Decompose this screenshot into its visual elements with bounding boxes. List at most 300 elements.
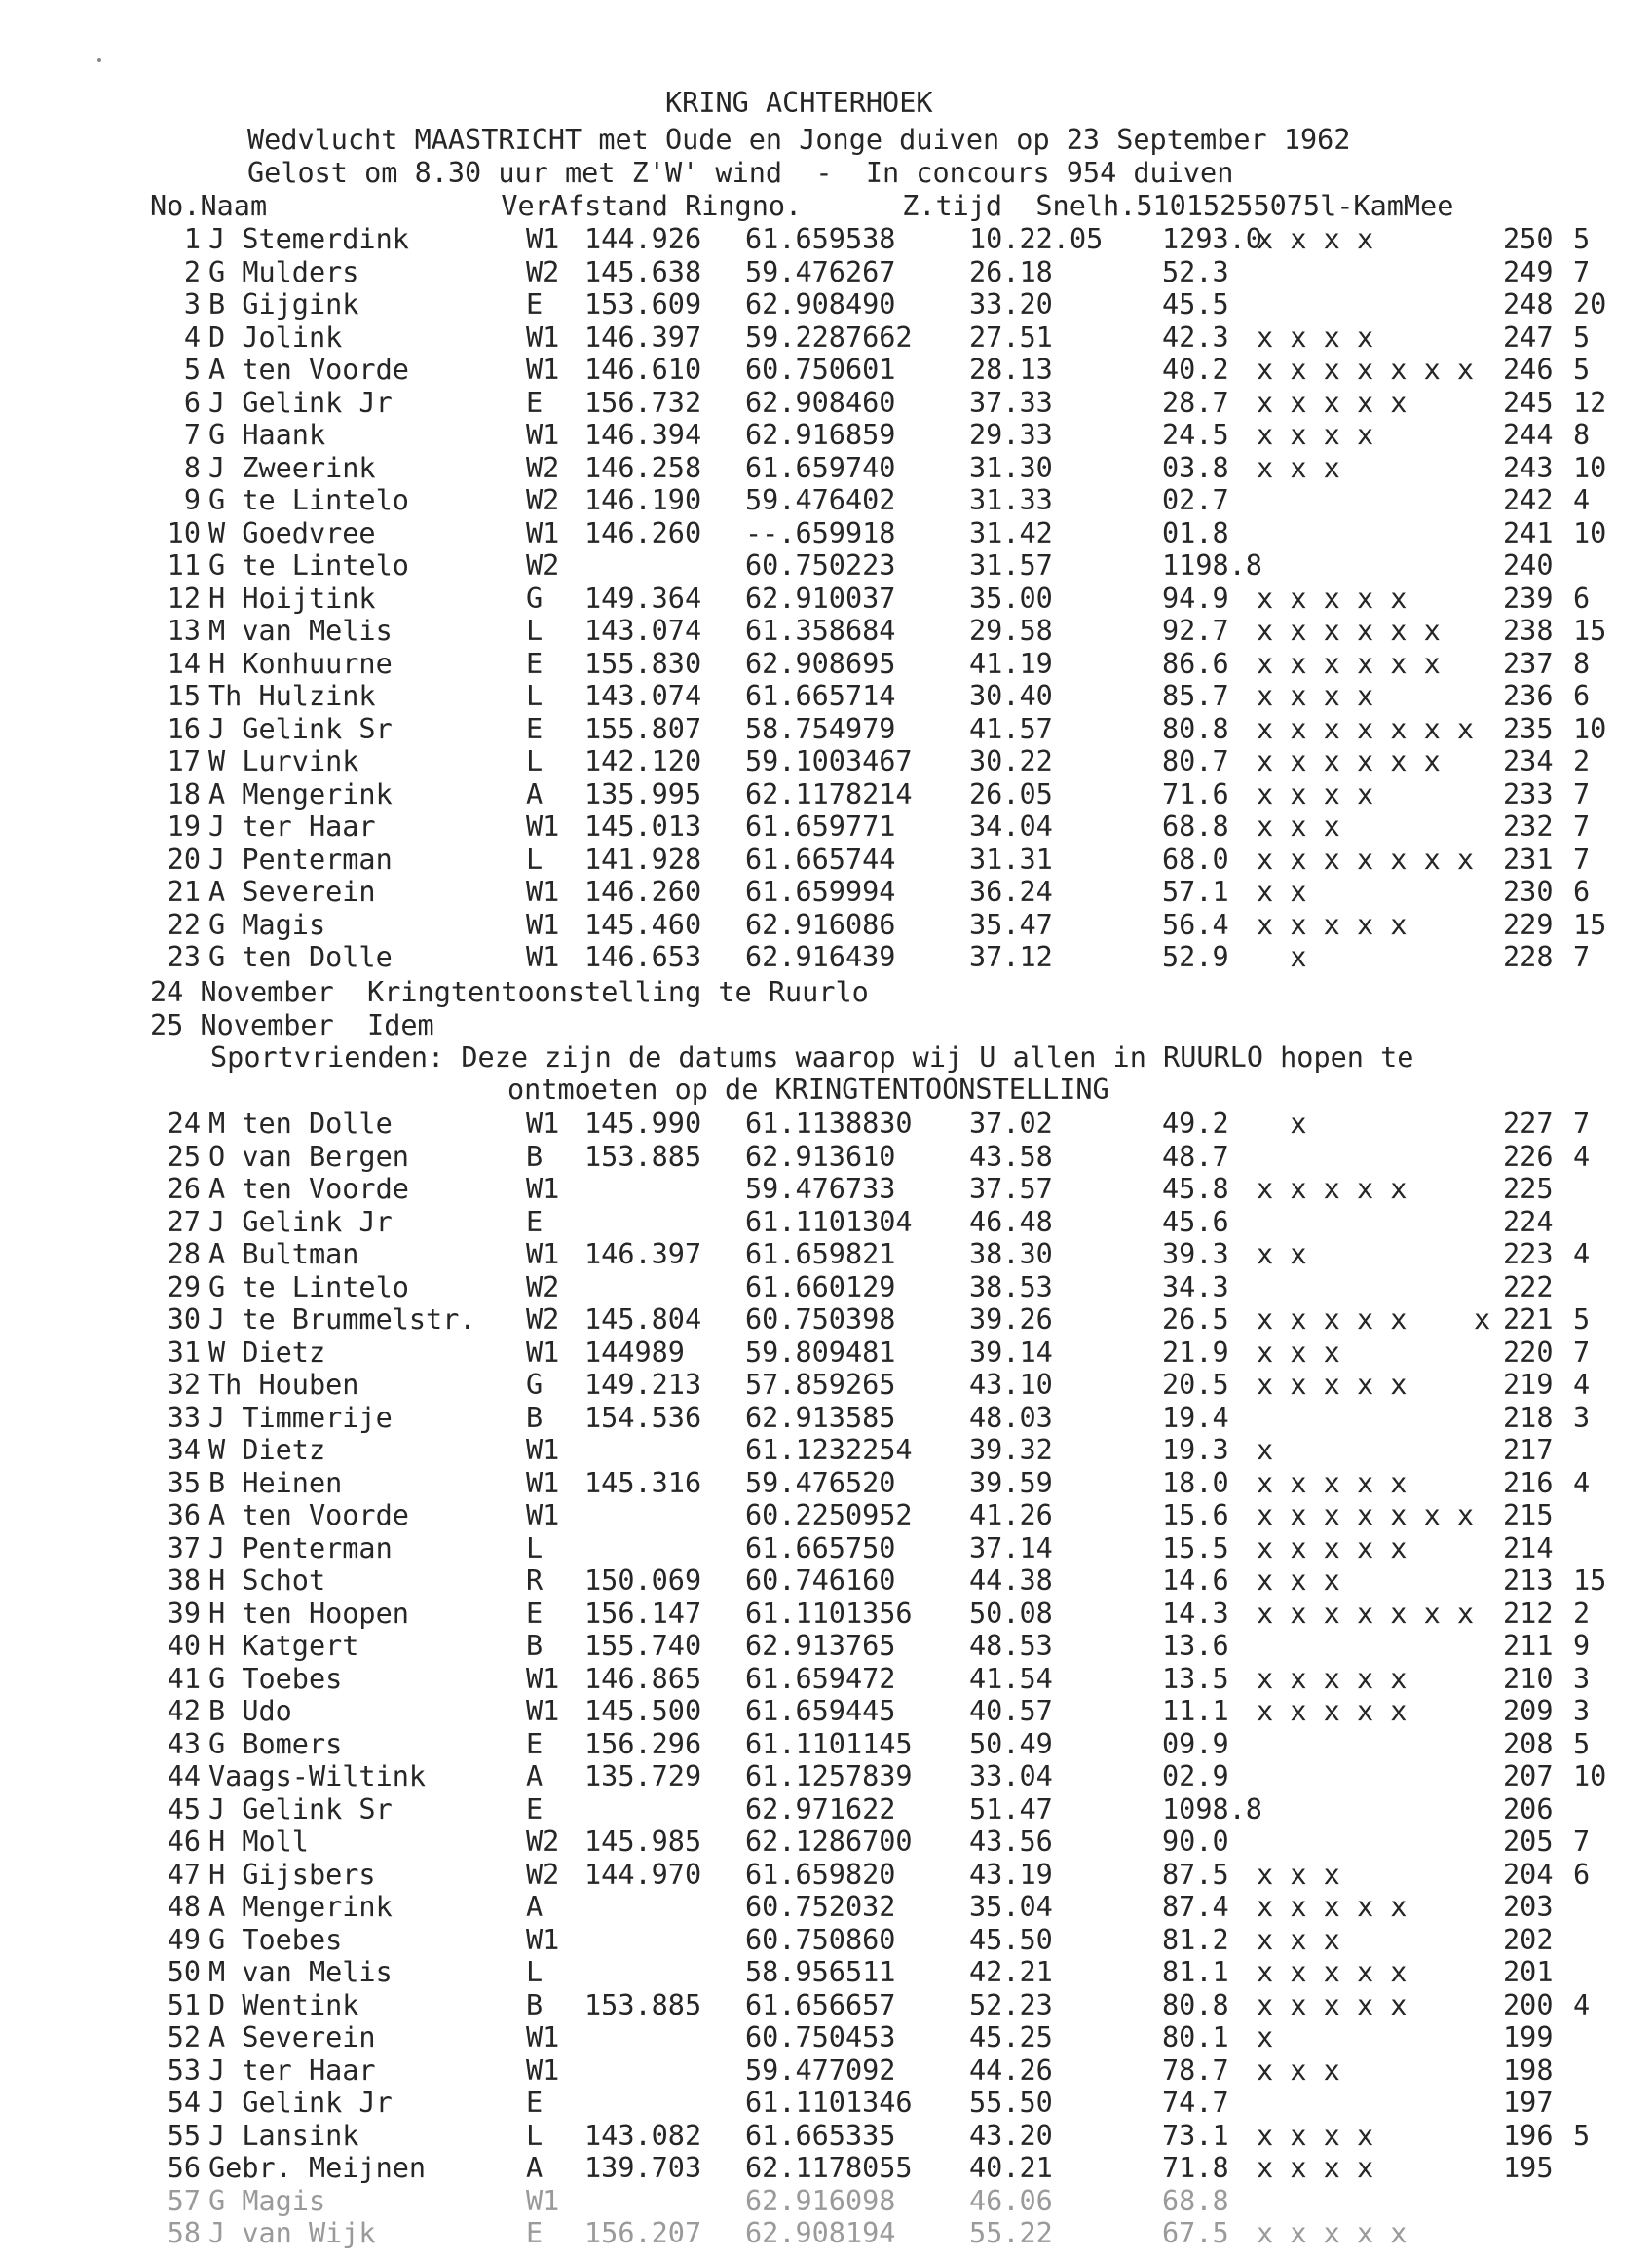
arrival-time: 38.53: [969, 1270, 1053, 1303]
speed: 81.1: [1162, 1956, 1229, 1988]
speed: 15.5: [1162, 1531, 1229, 1564]
speed: 80.8: [1162, 1988, 1229, 2021]
points: 214: [1503, 1531, 1554, 1564]
race-subtitle: Wedvlucht MAASTRICHT met Oude en Jonge duiven op 23 September 1962: [247, 124, 1351, 156]
club-code: E: [526, 2087, 544, 2119]
participants: 6: [1573, 876, 1591, 908]
scan-speck: [97, 58, 101, 62]
distance: 145.013: [584, 810, 702, 843]
fancier-name: H Schot: [208, 1564, 326, 1597]
club-code: W1: [526, 941, 560, 973]
row-number: 24: [167, 1108, 201, 1140]
row-number: 14: [167, 647, 201, 680]
prize-marks: x x x x x: [1257, 1531, 1408, 1564]
arrival-time: 43.20: [969, 2119, 1053, 2152]
speed: 52.3: [1162, 255, 1229, 288]
points: 197: [1503, 2087, 1554, 2119]
fancier-name: H Hoijtink: [208, 582, 376, 615]
club-code: W2: [526, 1303, 560, 1336]
speed: 68.0: [1162, 843, 1229, 876]
points: 247: [1503, 320, 1554, 354]
speed: 39.3: [1162, 1238, 1229, 1270]
fancier-name: G Haank: [208, 419, 326, 451]
speed: 01.8: [1162, 516, 1229, 549]
table-row: [0, 712, 1652, 748]
arrival-time: 52.23: [969, 1988, 1053, 2021]
arrival-time: 33.20: [969, 288, 1053, 320]
row-number: 48: [167, 1891, 201, 1923]
arrival-time: 48.53: [969, 1630, 1053, 1662]
club-code: L: [526, 1531, 544, 1564]
participants: 15: [1573, 615, 1607, 647]
row-number: 16: [167, 712, 201, 745]
club-code: W1: [526, 223, 560, 255]
fancier-name: W Goedvree: [208, 516, 376, 549]
participants: 5: [1573, 354, 1591, 386]
points: 237: [1503, 647, 1554, 680]
table-row: [0, 1792, 1652, 1828]
club-code: W1: [526, 1108, 560, 1140]
distance: 156.296: [584, 1727, 702, 1760]
fancier-name: M ten Dolle: [208, 1108, 393, 1140]
points: 246: [1503, 354, 1554, 386]
arrival-time: 39.26: [969, 1303, 1053, 1336]
row-number: 38: [167, 1564, 201, 1597]
ring-number: 61.665714: [745, 680, 896, 712]
speed: 21.9: [1162, 1336, 1229, 1369]
participants: 5: [1573, 223, 1591, 255]
prize-marks: x x x x x: [1257, 1466, 1408, 1499]
participants: 2: [1573, 745, 1591, 777]
ring-number: 60.750860: [745, 1923, 896, 1956]
table-row: [0, 223, 1652, 258]
fancier-name: Th Hulzink: [208, 680, 376, 712]
club-code: L: [526, 1956, 544, 1988]
table-row: [0, 1499, 1652, 1534]
row-number: 57: [167, 2184, 201, 2217]
points: 204: [1503, 1858, 1554, 1891]
ring-number: 59.809481: [745, 1336, 896, 1369]
club-code: E: [526, 288, 544, 320]
prize-marks: x x x: [1257, 810, 1340, 843]
ring-number: 61.656657: [745, 1988, 896, 2021]
fancier-name: J Timmerije: [208, 1401, 393, 1434]
points: 196: [1503, 2119, 1554, 2152]
points: 225: [1503, 1173, 1554, 1205]
speed: 42.3: [1162, 320, 1229, 354]
points: 226: [1503, 1140, 1554, 1173]
distance: 154.536: [584, 1401, 702, 1434]
speed: 80.8: [1162, 712, 1229, 745]
speed: 45.5: [1162, 288, 1229, 320]
fancier-name: H Moll: [208, 1826, 309, 1858]
points: 195: [1503, 2152, 1554, 2184]
club-code: R: [526, 1564, 544, 1597]
fancier-name: G Magis: [208, 2184, 326, 2217]
distance: 153.885: [584, 1988, 702, 2021]
speed: 56.4: [1162, 908, 1229, 941]
row-number: 30: [167, 1303, 201, 1336]
fancier-name: H Konhuurne: [208, 647, 393, 680]
participants: 7: [1573, 777, 1591, 810]
arrival-time: 39.14: [969, 1336, 1053, 1369]
row-number: 47: [167, 1858, 201, 1891]
points: 234: [1503, 745, 1554, 777]
fancier-name: A Mengerink: [208, 1891, 393, 1923]
club-code: W1: [526, 1336, 560, 1369]
club-code: W2: [526, 549, 560, 582]
points: 206: [1503, 1792, 1554, 1826]
row-number: 21: [167, 876, 201, 908]
table-row: [0, 1531, 1652, 1567]
row-number: 7: [183, 419, 201, 451]
points: 243: [1503, 451, 1554, 484]
arrival-time: 44.38: [969, 1564, 1053, 1597]
row-number: 41: [167, 1662, 201, 1695]
row-number: 39: [167, 1597, 201, 1630]
table-row: [0, 745, 1652, 780]
fancier-name: J Gelink Sr: [208, 712, 393, 745]
ring-number: 62.913610: [745, 1140, 896, 1173]
arrival-time: 55.22: [969, 2217, 1053, 2249]
ring-number: 60.750453: [745, 2021, 896, 2053]
arrival-time: 39.59: [969, 1466, 1053, 1499]
ring-number: 62.916098: [745, 2184, 896, 2217]
points: 227: [1503, 1108, 1554, 1140]
ring-number: 61.659821: [745, 1238, 896, 1270]
row-number: 29: [167, 1270, 201, 1303]
fancier-name: A ten Voorde: [208, 354, 409, 386]
fancier-name: J ter Haar: [208, 810, 376, 843]
arrival-time: 50.08: [969, 1597, 1053, 1630]
table-row: [0, 1630, 1652, 1665]
prize-marks: x x x: [1257, 451, 1340, 484]
announcement-line-2: 25 November Idem: [150, 1009, 434, 1041]
ring-number: 62.1178055: [745, 2152, 913, 2184]
distance: 143.074: [584, 615, 702, 647]
participants: 8: [1573, 419, 1591, 451]
club-code: A: [526, 1891, 544, 1923]
points: 199: [1503, 2021, 1554, 2053]
fancier-name: B Heinen: [208, 1466, 343, 1499]
points: 228: [1503, 941, 1554, 973]
arrival-time: 55.50: [969, 2087, 1053, 2119]
table-row: [0, 2119, 1652, 2155]
club-code: W1: [526, 419, 560, 451]
participants: 6: [1573, 680, 1591, 712]
ring-number: 62.913765: [745, 1630, 896, 1662]
participants: 4: [1573, 1369, 1591, 1401]
club-code: A: [526, 777, 544, 810]
club-code: W1: [526, 2184, 560, 2217]
table-row: [0, 1956, 1652, 1991]
distance: 149.213: [584, 1369, 702, 1401]
club-code: B: [526, 1140, 544, 1173]
fancier-name: B Gijgink: [208, 288, 359, 320]
speed: 13.5: [1162, 1662, 1229, 1695]
speed: 02.9: [1162, 1760, 1229, 1792]
fancier-name: M van Melis: [208, 1956, 393, 1988]
distance: 146.394: [584, 419, 702, 451]
club-code: G: [526, 1369, 544, 1401]
points: 239: [1503, 582, 1554, 615]
table-row: [0, 1238, 1652, 1273]
prize-marks: x x x x: [1257, 2152, 1374, 2184]
club-code: W2: [526, 1270, 560, 1303]
club-code: L: [526, 2119, 544, 2152]
fancier-name: J Gelink Sr: [208, 1792, 393, 1826]
ring-number: 57.859265: [745, 1369, 896, 1401]
row-number: 54: [167, 2087, 201, 2119]
arrival-time: 35.00: [969, 582, 1053, 615]
row-number: 50: [167, 1956, 201, 1988]
speed: 87.4: [1162, 1891, 1229, 1923]
points: 216: [1503, 1466, 1554, 1499]
ring-number: 59.476402: [745, 484, 896, 516]
table-row: [0, 582, 1652, 618]
distance: 145.316: [584, 1466, 702, 1499]
participants: 20: [1573, 288, 1607, 320]
arrival-time: 27.51: [969, 320, 1053, 354]
distance: 143.082: [584, 2119, 702, 2152]
ring-number: 61.1257839: [745, 1760, 913, 1792]
fancier-name: A Mengerink: [208, 777, 393, 810]
ring-number: 61.659994: [745, 876, 896, 908]
points: 232: [1503, 810, 1554, 843]
table-row: [0, 2184, 1652, 2220]
fancier-name: G Mulders: [208, 255, 359, 288]
arrival-time: 28.13: [969, 354, 1053, 386]
distance: 143.074: [584, 680, 702, 712]
row-number: 28: [167, 1238, 201, 1270]
ring-number: 60.750601: [745, 354, 896, 386]
fancier-name: Gebr. Meijnen: [208, 2152, 427, 2184]
participants: 10: [1573, 712, 1607, 745]
ring-number: 61.659820: [745, 1858, 896, 1891]
prize-marks: x x x x: [1257, 320, 1374, 354]
distance: 155.740: [584, 1630, 702, 1662]
distance: 156.207: [584, 2217, 702, 2249]
distance: 146.258: [584, 451, 702, 484]
fancier-name: A Severein: [208, 2021, 376, 2053]
table-row: [0, 386, 1652, 422]
row-number: 17: [167, 745, 201, 777]
points: 221: [1503, 1303, 1554, 1336]
prize-marks: x x: [1257, 876, 1307, 908]
arrival-time: 31.42: [969, 516, 1053, 549]
club-code: W1: [526, 1238, 560, 1270]
row-number: 9: [183, 484, 201, 516]
points: 212: [1503, 1597, 1554, 1630]
speed: 48.7: [1162, 1140, 1229, 1173]
row-number: 32: [167, 1369, 201, 1401]
row-number: 49: [167, 1923, 201, 1956]
row-number: 2: [183, 255, 201, 288]
points: 249: [1503, 255, 1554, 288]
table-row: [0, 1270, 1652, 1306]
arrival-time: 35.04: [969, 1891, 1053, 1923]
speed: 81.2: [1162, 1923, 1229, 1956]
participants: 7: [1573, 255, 1591, 288]
points: 236: [1503, 680, 1554, 712]
ring-number: 61.1101145: [745, 1727, 913, 1760]
points: 201: [1503, 1956, 1554, 1988]
distance: 144989: [584, 1336, 685, 1369]
ring-number: 59.2287662: [745, 320, 913, 354]
table-row: [0, 1434, 1652, 1469]
distance: 146.865: [584, 1662, 702, 1695]
points: 245: [1503, 386, 1554, 419]
arrival-time: 31.31: [969, 843, 1053, 876]
participants: 15: [1573, 1564, 1607, 1597]
club-code: W1: [526, 320, 560, 354]
table-row: [0, 1205, 1652, 1241]
table-row: [0, 1662, 1652, 1698]
fancier-name: W Lurvink: [208, 745, 359, 777]
points: 213: [1503, 1564, 1554, 1597]
speed: 74.7: [1162, 2087, 1229, 2119]
prize-marks: x x x x: [1257, 680, 1374, 712]
ring-number: 61.1232254: [745, 1434, 913, 1466]
distance: 145.804: [584, 1303, 702, 1336]
points: 224: [1503, 1205, 1554, 1238]
row-number: 58: [167, 2217, 201, 2249]
ring-number: 59.476267: [745, 255, 896, 288]
arrival-time: 48.03: [969, 1401, 1053, 1434]
distance: 141.928: [584, 843, 702, 876]
table-row: [0, 810, 1652, 846]
fancier-name: A Severein: [208, 876, 376, 908]
points: 208: [1503, 1727, 1554, 1760]
table-row: [0, 777, 1652, 813]
prize-marks: x x x x x x: [1257, 1303, 1491, 1336]
club-code: W1: [526, 810, 560, 843]
ring-number: 61.659472: [745, 1662, 896, 1695]
announcement-note-1: Sportvrienden: Deze zijn de datums waarop wij U allen in RUURLO hopen te: [210, 1041, 1414, 1074]
speed: 40.2: [1162, 354, 1229, 386]
club-code: E: [526, 386, 544, 419]
participants: 10: [1573, 451, 1607, 484]
table-row: [0, 1336, 1652, 1372]
race-release-info: Gelost om 8.30 uur met Z'W' wind - In concours 954 duiven: [247, 157, 1234, 189]
distance: 145.990: [584, 1108, 702, 1140]
distance: 145.638: [584, 255, 702, 288]
prize-marks: x: [1257, 1434, 1274, 1466]
arrival-time: 37.02: [969, 1108, 1053, 1140]
club-code: L: [526, 615, 544, 647]
speed: 86.6: [1162, 647, 1229, 680]
participants: 5: [1573, 320, 1591, 354]
fancier-name: H ten Hoopen: [208, 1597, 409, 1630]
club-code: B: [526, 1988, 544, 2021]
table-row: [0, 680, 1652, 715]
speed: 15.6: [1162, 1499, 1229, 1531]
speed: 13.6: [1162, 1630, 1229, 1662]
club-code: W1: [526, 354, 560, 386]
table-row: [0, 1695, 1652, 1730]
arrival-time: 46.48: [969, 1205, 1053, 1238]
distance: 145.985: [584, 1826, 702, 1858]
table-row: [0, 320, 1652, 357]
table-row: [0, 2053, 1652, 2090]
row-number: 56: [167, 2152, 201, 2184]
ring-number: 61.1138830: [745, 1108, 913, 1140]
prize-marks: x x x x x: [1257, 908, 1408, 941]
distance: 155.807: [584, 712, 702, 745]
arrival-time: 43.10: [969, 1369, 1053, 1401]
fancier-name: A ten Voorde: [208, 1499, 409, 1531]
fancier-name: M van Melis: [208, 615, 393, 647]
speed: 67.5: [1162, 2217, 1229, 2249]
arrival-time: 35.47: [969, 908, 1053, 941]
speed: 24.5: [1162, 419, 1229, 451]
ring-number: 58.956511: [745, 1956, 896, 1988]
table-row: [0, 1303, 1652, 1338]
club-code: L: [526, 843, 544, 876]
fancier-name: J te Brummelstr.: [208, 1303, 476, 1336]
table-row: [0, 354, 1652, 389]
row-number: 18: [167, 777, 201, 810]
speed: 1293.0: [1162, 223, 1262, 255]
column-headers: No.Naam VerAfstand Ringno. Z.tijd Snelh.51015255075l-KamMee: [150, 190, 1454, 222]
club-code: L: [526, 680, 544, 712]
row-number: 34: [167, 1434, 201, 1466]
row-number: 44: [167, 1760, 201, 1792]
prize-marks: x x x x x x x: [1257, 1499, 1475, 1531]
fancier-name: G Magis: [208, 908, 326, 941]
participants: 6: [1573, 582, 1591, 615]
club-code: W2: [526, 255, 560, 288]
club-code: E: [526, 647, 544, 680]
row-number: 51: [167, 1988, 201, 2021]
fancier-name: G te Lintelo: [208, 484, 409, 516]
participants: 4: [1573, 1988, 1591, 2021]
fancier-name: J Zweerink: [208, 451, 376, 484]
row-number: 1: [183, 223, 201, 255]
points: 231: [1503, 843, 1554, 876]
speed: 92.7: [1162, 615, 1229, 647]
row-number: 52: [167, 2021, 201, 2053]
distance: 135.729: [584, 1760, 702, 1792]
participants: 9: [1573, 1630, 1591, 1662]
points: 238: [1503, 615, 1554, 647]
row-number: 6: [183, 386, 201, 419]
distance: 144.970: [584, 1858, 702, 1891]
table-row: [0, 1891, 1652, 1926]
speed: 34.3: [1162, 1270, 1229, 1303]
participants: 3: [1573, 1401, 1591, 1434]
arrival-time: 29.58: [969, 615, 1053, 647]
arrival-time: 33.04: [969, 1760, 1053, 1792]
table-row: [0, 1140, 1652, 1176]
prize-marks: x x x x x: [1257, 1369, 1408, 1401]
table-row: [0, 1597, 1652, 1633]
speed: 28.7: [1162, 386, 1229, 419]
distance: 156.732: [584, 386, 702, 419]
table-row: [0, 1828, 1652, 1861]
prize-marks: x x x x: [1257, 2119, 1374, 2152]
points: 217: [1503, 1434, 1554, 1466]
prize-marks: x x x x x x: [1257, 615, 1441, 647]
speed: 71.6: [1162, 777, 1229, 810]
row-number: 4: [183, 320, 201, 354]
table-row: [0, 1466, 1652, 1502]
arrival-time: 36.24: [969, 876, 1053, 908]
arrival-time: 39.32: [969, 1434, 1053, 1466]
points: 229: [1503, 908, 1554, 941]
row-number: 36: [167, 1499, 201, 1531]
points: 207: [1503, 1760, 1554, 1792]
